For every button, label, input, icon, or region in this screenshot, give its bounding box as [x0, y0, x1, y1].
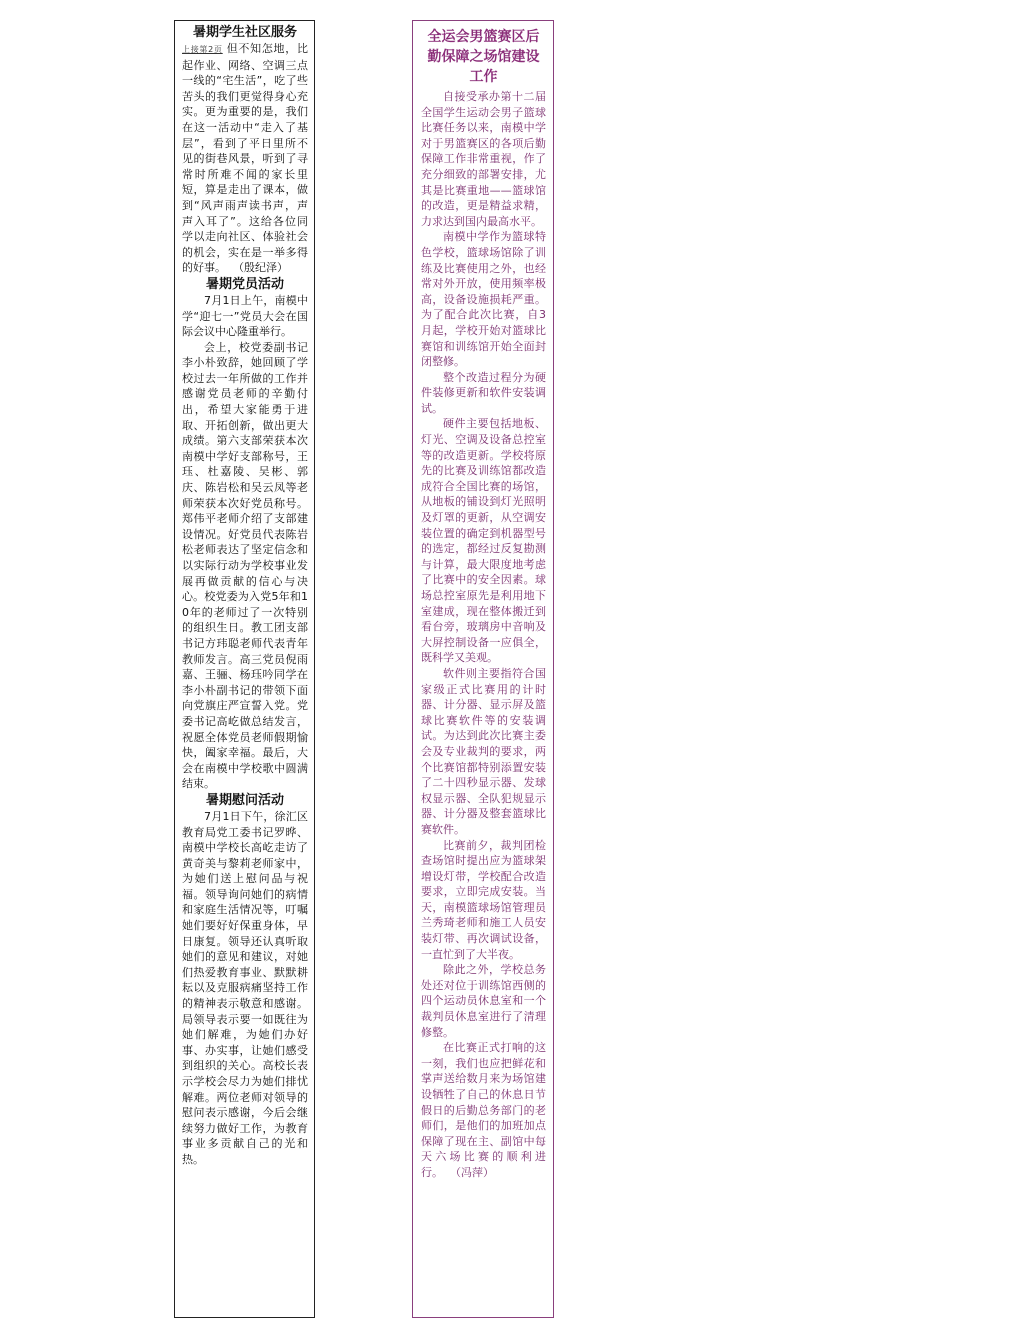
section-title-party-activity: 暑期党员活动: [205, 276, 284, 292]
article-community-service: [182, 41, 308, 276]
article-title-venue: 全运会男篮赛区后勤保障之场馆建设工作: [427, 29, 540, 85]
venue-paragraph-7: 除此之外，学校总务处还对位于训练馆西侧的四个运动员休息室和一个裁判员休息室进行了清理修整。: [421, 963, 546, 1039]
left-column: [174, 20, 315, 1318]
venue-paragraph-5: 软件则主要指符合国家级正式比赛用的计时器、计分器、显示屏及篮球比赛软件等的安装调试。为达到此次比赛主委会及专业裁判的要求，两个比赛馆都特别添置安装了二十四秒显示器、发球权显示器、全队犯规显示器、计分器及整套篮球比赛软件。: [421, 666, 546, 836]
party-activity-paragraph-2: 会上，校党委副书记李小朴致辞，她回顾了学校过去一年所做的工作并感谢党员老师的辛勤付出，希望大家能勇于进取、开拓创新，做出更大成绩。第六支部荣获本次南模中学好支部称号，王珏、杜嘉陵、吴彬、郭庆、陈岩松和吴云凤等老师荣获本次好党员称号。郑伟平老师介绍了支部建设情况。好党员代表陈岩松老师表达了坚定信念和以实际行动为学校事业发展再做贡献的信心与决心。校党委为入党5年和10年的老师过了一次特别的组织生日。教工团支部书记方玮聪老师代表青年教师发言。高三党员倪雨嘉、王骊、杨珏吟同学在李小朴副书记的带领下面向党旗庄严宣誓入党。党委书记高屹做总结发言，祝愿全体党员老师假期愉快，阖家幸福。最后，大会在南模中学校歌中圆满结束。: [182, 340, 308, 791]
venue-paragraph-8-text: 在比赛正式打响的这一刻，我们也应把鲜花和掌声送给数月来为场馆建设牺牲了自己的休息日节假日的后勤总务部门的老师们，是他们的加班加点保障了现在主、副馆中每天六场比赛的顺利进行。: [421, 1041, 546, 1179]
continued-from-page-label: 上接第2页: [182, 45, 223, 54]
community-service-text: 但不知怎地，比起作业、网络、空调三点一线的“宅生活”，吃了些苦头的我们更觉得身心充实。更为重要的是，我们在这一活动中“走入了基层”，看到了平日里所不见的街巷风景，听到了寻常时所难不闻的家长里短，算是走出了课本，做到“风声雨声读书声，声声入耳了”。这给各位同学以走向社区、体验社会的机会，实在是一举多得的好事。: [182, 42, 308, 275]
author-feng: （冯萍）: [450, 1165, 494, 1179]
venue-paragraph-8: [421, 1040, 546, 1180]
party-activity-paragraph-1: 7月1日上午，南模中学“迎七一”党员大会在国际会议中心隆重举行。: [182, 293, 308, 339]
venue-paragraph-2: 南模中学作为篮球特色学校，篮球场馆除了训练及比赛使用之外，也经常对外开放，使用频率极高，设备设施损耗严重。为了配合此次比赛，自3月起，学校开始对篮球比赛馆和训练馆开始全面封闭整修。: [421, 230, 546, 369]
section-title-visit-activity: 暑期慰问活动: [205, 792, 284, 808]
visit-activity-paragraph: 7月1日下午，徐汇区教育局党工委书记罗晔、南模中学校长高屹走访了黄奇美与黎莉老师家中，为她们送上慰问品与祝福。领导询问她们的病情和家庭生活情况等，叮嘱她们要好好保重身体，早日康复。领导还认真听取她们的意见和建议，对她们热爱教育事业、默默耕耘以及克服病痛坚持工作的精神表示敬意和感谢。局领导表示要一如既往为她们解难，为她们办好事、办实事，让她们感受到组织的关心。高校长表示学校会尽力为她们排忧解难。两位老师对领导的慰问表示感谢，今后会继续努力做好工作，为教育事业多贡献自己的光和热。: [182, 809, 308, 1166]
section-title-community-service: 暑期学生社区服务: [192, 25, 297, 40]
venue-paragraph-6: 比赛前夕，裁判团检查场馆时提出应为篮球架增设灯带，学校配合改造要求，立即完成安装。当天，南模篮球场馆管理员兰秀琦老师和施工人员安装灯带、再次调试设备，一直忙到了大半夜。: [421, 838, 546, 961]
right-column: [412, 20, 554, 1318]
author-yin: （殷纪泽）: [233, 261, 288, 275]
venue-paragraph-3: 整个改造过程分为硬件装修更新和软件安装调试。: [421, 370, 546, 415]
venue-paragraph-1: 自接受承办第十二届全国学生运动会男子篮球比赛任务以来，南模中学对于男篮赛区的各项后勤保障工作非常重视，作了充分细致的部署安排，尤其是比赛重地——篮球馆的改造，更是精益求精，力求达到国内最高水平。: [421, 90, 546, 228]
venue-paragraph-4: 硬件主要包括地板、灯光、空调及设备总控室等的改造更新。学校将原先的比赛及训练馆都改造成符合全国比赛的场馆，从地板的铺设到灯光照明及灯罩的更新，从空调安装位置的确定到机器型号的选定，都经过反复勘测与计算，最大限度地考虑了比赛中的安全因素。球场总控室原先是利用地下室建成，现在整体搬迁到看台旁，玻璃房中音响及大屏控制设备一应俱全，既科学又美观。: [421, 417, 546, 665]
